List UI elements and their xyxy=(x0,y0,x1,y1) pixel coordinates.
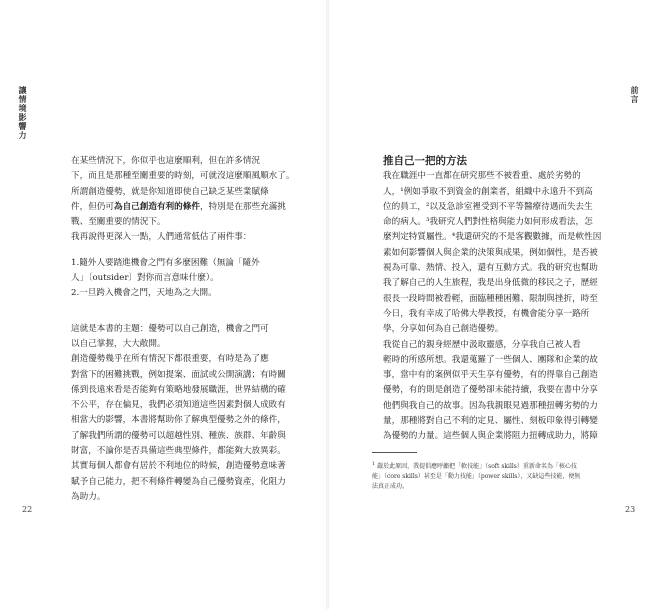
section-heading: 推自己一把的方法 xyxy=(383,155,467,167)
text-line: 係到長遠來看是否能夠有策略地發展職涯，世界結構的確 xyxy=(71,384,286,395)
list-number: 2. xyxy=(71,288,80,299)
footnote-line xyxy=(372,482,580,492)
line-text: 我再說得更深入一點，人們通常低估了兩件事： xyxy=(71,232,252,243)
line-text: 所謂創造優勢，就是你知道即使自己缺乏某些業賦條 xyxy=(71,186,269,197)
list-item xyxy=(71,256,281,271)
text-line: 素如何影響個人與企業的決策與成果，例如個性，是否被 xyxy=(383,247,598,258)
text-line: 他們與我自己的故事。因為我親眼見過那種扭轉劣勢的力 xyxy=(383,400,598,411)
text-line: 視為可靠、熱情、投入，還有互動方式。我的研究也幫助 xyxy=(383,263,598,274)
text-line: 其實每個人都會有居於不利地位的時候，創造優勢意味著 xyxy=(71,461,286,472)
book-gutter xyxy=(326,0,329,609)
text-line: 這就是本書的主題：優勢可以自己創造，機會之門可 xyxy=(71,323,269,334)
footnote-text: 能」（core skills）甚至是「動力技能」（power skills），又缺這些技能，便無 xyxy=(372,473,581,480)
text-line: 財富，不論你是否具備這些典型條件，都能夠大放異彩。 xyxy=(71,446,286,457)
text-line: 人，¹例如爭取不到資金的創業者，組織中永遠升不到高 xyxy=(383,186,593,197)
list-item xyxy=(71,286,281,301)
left-page-body xyxy=(71,154,295,505)
text-line: 事，當中有的案例似乎天生享有優勢，有的得靠自己創造 xyxy=(383,370,598,381)
paragraph-gap xyxy=(71,246,281,256)
footnote-text: 嚴於此原因，我提倡應呼籲把「軟技能」（soft skills）重新命名為「核心技 xyxy=(377,463,577,470)
text-line xyxy=(71,230,281,245)
text-line: 了解我們所謂的優勢可以超越性別、種族、族群、年齡與 xyxy=(71,430,286,441)
footnote-line xyxy=(372,472,580,482)
footnote-text: 法真正成功。 xyxy=(372,483,409,490)
list-text: 人」〔outsider〕對你而言意味什麼）。 xyxy=(71,273,219,284)
right-page-number: 23 xyxy=(625,505,636,514)
footnote-rule xyxy=(372,452,417,453)
text-line xyxy=(71,200,286,215)
text-line: 今日，我有幸成了哈佛大學教授，有機會能分享一路所 xyxy=(383,308,590,319)
left-running-head: 讓情境影響力 xyxy=(18,86,28,140)
emphasis-text: 為自己創造有利的條件 xyxy=(113,201,200,212)
text-line: 不公平，存在偏見，我們必須知道這些因素對個人成敗有 xyxy=(71,400,286,411)
right-page-body xyxy=(383,154,603,445)
text-line: 我從自己的親身經歷中汲取靈感，分享我自己被人看 xyxy=(383,339,581,350)
text-line: 為助力。 xyxy=(71,491,106,502)
paragraph-gap xyxy=(71,312,281,322)
footnote-line xyxy=(372,459,580,472)
text-line: 我在職涯中一直都在研究那些不被看重、處於劣勢的 xyxy=(383,171,581,182)
left-page-number: 22 xyxy=(22,505,33,514)
text-line: 命的病人。³我研究人們對性格與能力如何形成看法，怎 xyxy=(383,217,593,228)
text-line: 賦予自己能力，把不利條件轉變為自己優勢資產，化阻力 xyxy=(71,476,286,487)
text-line xyxy=(71,169,295,184)
text-line: 創造優勢幾乎在所有情況下都很重要，有時是為了應 xyxy=(71,354,269,365)
text-line: 輕時的所感所想。我還蒐羅了一些個人、團隊和企業的故 xyxy=(383,354,598,365)
text-line xyxy=(71,215,281,230)
text-line xyxy=(71,185,281,200)
text-line: 量，那種將對自己不利的定見、屬性、刻板印象得引轉變 xyxy=(383,416,598,427)
text-line: 相當大的影響，本書將幫助你了解典型優勢之外的條件， xyxy=(71,415,286,426)
list-number: 1. xyxy=(71,257,80,268)
text-line: 對當下的困難挑戰，例如提案、面試或公開演講；有時關 xyxy=(71,369,286,380)
text-line: 麼判定特質屬性。⁴我還研究的不是客觀數據，而是軟性因 xyxy=(383,232,602,243)
line-text: 件，但仍可 xyxy=(71,201,114,212)
line-text: 下，而且是那種至關重要的時刻，可就沒這麼順風順水了。 xyxy=(71,171,295,182)
footnote-mark: 1 xyxy=(372,461,376,467)
paragraph-gap xyxy=(71,302,281,312)
list-text: 隨外人要踏進機會之門有多麼困難（無論「隨外 xyxy=(79,257,260,268)
text-line: 位的員工，²以及急診室裡受到不平等醫療待遇而失去生 xyxy=(383,201,593,212)
text-line xyxy=(71,154,281,169)
list-text: 一旦跨入機會之門，天地為之大開。 xyxy=(79,288,217,299)
text-line: 為優勢的力量。這些個人與企業將阻力扭轉成助力，將障 xyxy=(383,431,598,442)
text-line: 我了解自己的人生旅程，我是出身低微的移民之子，歷經 xyxy=(383,278,598,289)
text-line: 優勢，有的則是創造了優勢卻未能持續，我要在書中分享 xyxy=(383,385,598,396)
text-line: 很長一段時間被看輕，面臨種種困難、限制與挫折，時至 xyxy=(383,293,598,304)
line-text: 戰、至關重要的情況下。 xyxy=(71,217,166,228)
line-tail: ，特別是在那些充滿挑 xyxy=(199,201,286,212)
footnote xyxy=(372,459,580,492)
list-item xyxy=(71,271,281,286)
text-line: 學，分享如何為自己創造優勢。 xyxy=(383,324,504,335)
text-line: 以自己掌握，大大敞開。 xyxy=(71,338,166,349)
line-text: 在某些情況下，你似乎也這麼順利，但在許多情況 xyxy=(71,156,261,166)
right-running-head: 前言 xyxy=(630,86,640,104)
